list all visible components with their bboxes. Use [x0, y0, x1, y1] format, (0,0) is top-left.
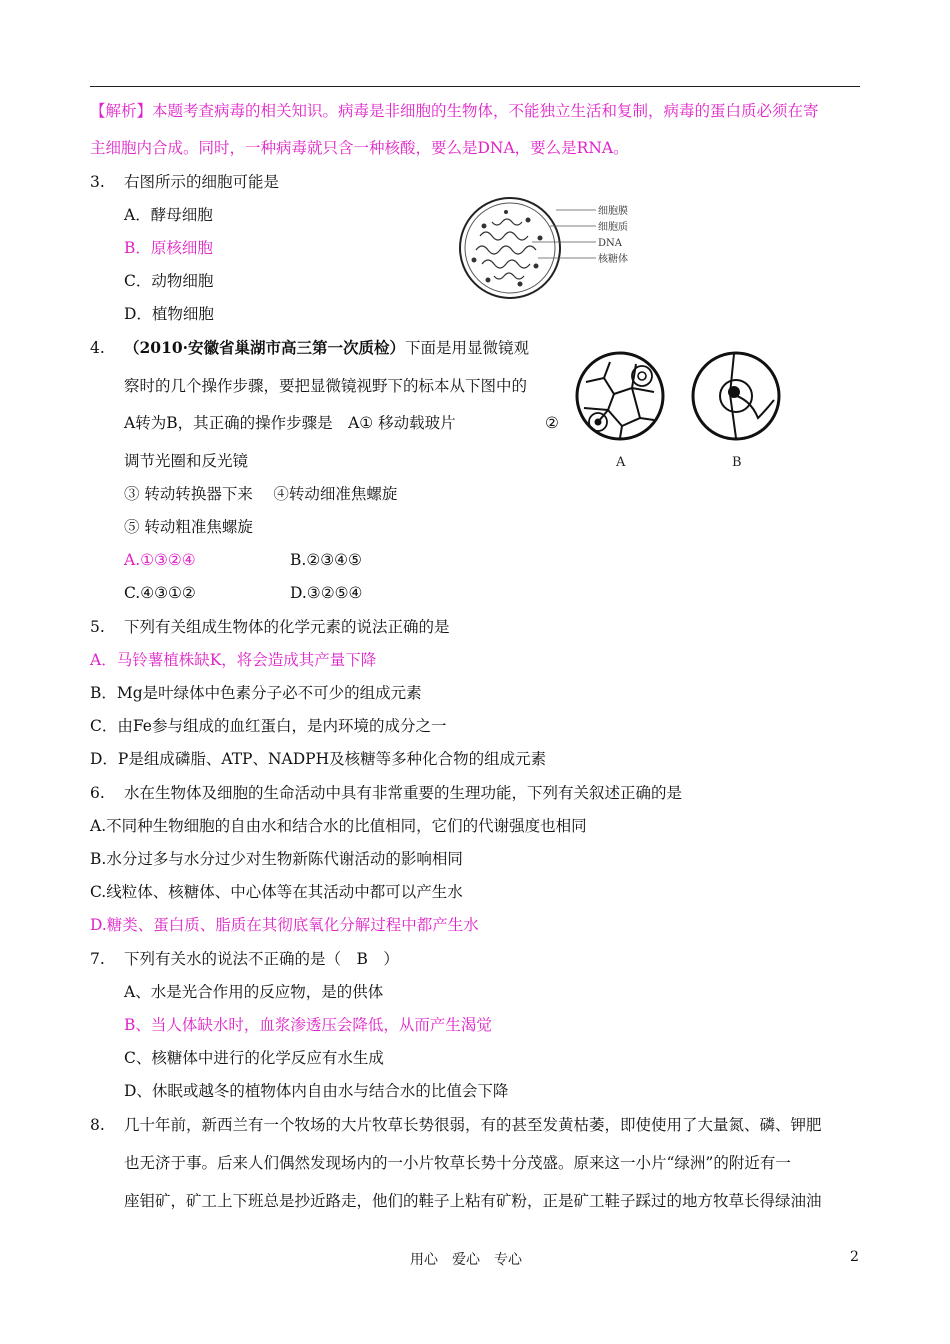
q4-line-4: 调节光圈和反光镜 — [124, 452, 249, 470]
q5-option-d: D．P是组成磷脂、ATP、NADPH及核糖等多种化合物的组成元素 — [90, 750, 547, 768]
prokaryote-cell-figure — [458, 196, 648, 304]
q5-number: 5. — [90, 618, 105, 636]
q4-line-5: ③ 转动转换器下来 ④转动细准焦螺旋 — [124, 485, 398, 503]
q6-number: 6. — [90, 784, 105, 802]
q4-option-d: D.③②⑤④ — [290, 584, 363, 602]
q7-option-b: B、当人体缺水时，血浆渗透压会降低，从而产生渴觉 — [124, 1016, 492, 1034]
q7-number: 7. — [90, 950, 105, 968]
q5-option-a: A．马铃薯植株缺K，将会造成其产量下降 — [90, 651, 377, 669]
q6-option-a: A.不同种生物细胞的自由水和结合水的比值相同，它们的代谢强度也相同 — [90, 817, 587, 835]
analysis-line-2: 主细胞内合成。同时，一种病毒就只含一种核酸，要么是DNA，要么是RNA。 — [90, 139, 629, 157]
q3-option-d: D．植物细胞 — [124, 305, 214, 323]
q7-stem: 下列有关水的说法不正确的是（ B ） — [124, 950, 399, 968]
q3-option-c: C．动物细胞 — [124, 272, 214, 290]
q8-line-1: 几十年前，新西兰有一个牧场的大片牧草长势很弱，有的甚至发黄枯萎，即使使用了大量氮、磷、钾肥 — [124, 1116, 822, 1134]
q4-line-2: 察时的几个操作步骤，要把显微镜视野下的标本从下图中的 — [124, 377, 528, 395]
q6-option-b: B.水分过多与水分过少对生物新陈代谢活动的影响相同 — [90, 850, 463, 868]
q7-option-d: D、休眠或越冬的植物体内自由水与结合水的比值会下降 — [124, 1082, 509, 1100]
footer-motto: 用心 爱心 专心 — [410, 1252, 522, 1268]
analysis-tag: 【解析】 — [90, 102, 153, 120]
q7-option-a: A、水是光合作用的反应物，是的供体 — [124, 983, 384, 1001]
figure-label-membrane: 细胞膜 — [598, 206, 628, 217]
q3-stem: 右图所示的细胞可能是 — [124, 173, 280, 191]
q7-option-c: C、核糖体中进行的化学反应有水生成 — [124, 1049, 384, 1067]
q5-option-b: B．Mg是叶绿体中色素分子必不可少的组成元素 — [90, 684, 422, 702]
q4-option-a: A.①③②④ — [124, 551, 196, 569]
q4-number: 4. — [90, 339, 105, 357]
q8-line-3: 座钼矿，矿工上下班总是抄近路走，他们的鞋子上粘有矿粉，正是矿工鞋子踩过的地方牧草长得绿油油 — [124, 1192, 822, 1210]
page-number: 2 — [850, 1249, 859, 1265]
q5-stem: 下列有关组成生物体的化学元素的说法正确的是 — [124, 618, 450, 636]
q3-option-a: A．酵母细胞 — [124, 206, 213, 224]
q4-line-3-step2: ② — [545, 414, 559, 432]
q4-line-3: A转为B，其正确的操作步骤是 A① 移动载玻片 — [124, 414, 456, 432]
microscope-fields-figure — [574, 348, 794, 476]
figure-label-a: A — [616, 455, 626, 470]
q5-option-c: C．由Fe参与组成的血红蛋白，是内环境的成分之一 — [90, 717, 447, 735]
q4-line-6: ⑤ 转动粗准焦螺旋 — [124, 518, 253, 536]
q8-line-2: 也无济于事。后来人们偶然发现场内的一小片牧草长势十分茂盛。原来这一小片“绿洲”的附近有一 — [124, 1154, 791, 1172]
q4-line-1: （2010·安徽省巢湖市高三第一次质检）下面是用显微镜观 — [124, 338, 530, 357]
figure-label-cytoplasm: 细胞质 — [598, 222, 628, 233]
figure-label-b: B — [732, 455, 742, 470]
header-rule — [90, 86, 860, 87]
q6-option-c: C.线粒体、核糖体、中心体等在其活动中都可以产生水 — [90, 883, 463, 901]
q6-stem: 水在生物体及细胞的生命活动中具有非常重要的生理功能，下列有关叙述正确的是 — [124, 784, 683, 802]
q4-option-b: B.②③④⑤ — [290, 551, 362, 569]
q4-option-c: C.④③①② — [124, 584, 196, 602]
q8-number: 8. — [90, 1116, 105, 1134]
figure-label-ribosome: 核糖体 — [598, 254, 628, 265]
q6-option-d: D.糖类、蛋白质、脂质在其彻底氧化分解过程中都产生水 — [90, 916, 479, 934]
figure-label-dna: DNA — [598, 238, 622, 249]
q4-source: （2010·安徽省巢湖市高三第一次质检） — [124, 338, 406, 357]
q3-option-b: B．原核细胞 — [124, 239, 213, 257]
analysis-line-1: 【解析】本题考查病毒的相关知识。病毒是非细胞的生物体，不能独立生活和复制，病毒的蛋白质必须在寄 — [90, 102, 819, 120]
q3-number: 3. — [90, 173, 105, 191]
